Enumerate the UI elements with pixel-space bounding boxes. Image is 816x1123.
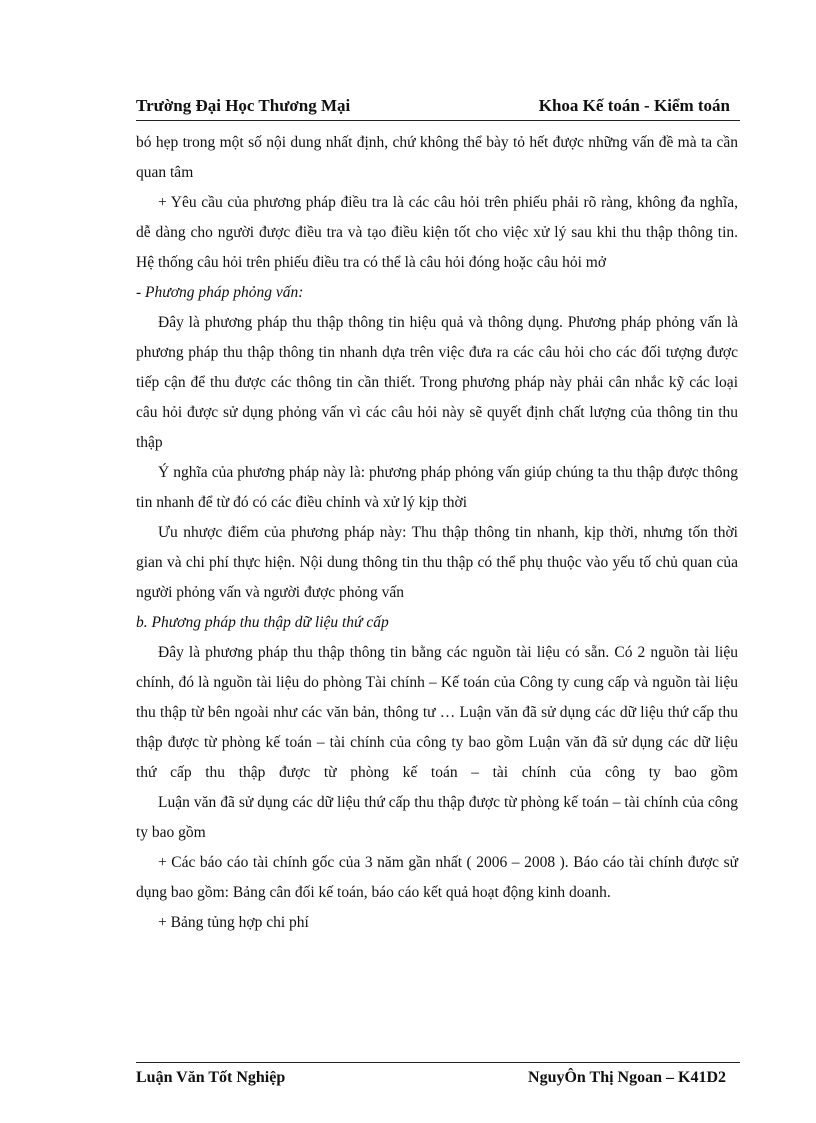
paragraph: Đây là phương pháp thu thập thông tin hiệu quả và thông dụng. Phương pháp phỏng vấn là phương pháp thu thập thông tin nhanh dựa trên việc đưa ra các câu hỏi cho các đối tượng được tiếp cận để thu được các thông tin cần thiết. Trong phương pháp này phải cân nhắc kỹ các loại câu hỏi được sử dụng phỏng vấn vì các câu hỏi này sẽ quyết định chất lượng của thông tin thu thập (136, 314, 738, 451)
header-school: Trường Đại Học Thương Mại (136, 96, 351, 115)
section-heading-secondary-data: b. Phương pháp thu thập dữ liệu thứ cấp (136, 614, 389, 631)
paragraph: Đây là phương pháp thu thập thông tin bằng các nguồn tài liệu có sẵn. Có 2 nguồn tài liệu chính, đó là nguồn tài liệu do phòng Tài chính – Kế toán của Công ty cung cấp và nguồn tài liệu thu thập từ bên ngoài như các văn bản, thông tư … Luận văn đã sử dụng các dữ liệu thứ cấp thu thập được từ phòng kế toán – tài chính của công ty bao gồm Luận văn đã sử dụng các dữ liệu thứ cấp thu thập được từ phòng kế toán – tài chính của công ty bao gồm (136, 644, 738, 781)
paragraph: + Các báo cáo tài chính gốc của 3 năm gần nhất ( 2006 – 2008 ). Báo cáo tài chính được sử dụng bao gồm: Bảng cân đối kế toán, báo cáo kết quả hoạt động kinh doanh. (136, 854, 738, 901)
paragraph: bó hẹp trong một số nội dung nhất định, chứ không thể bày tỏ hết được những vấn đề mà ta cần quan tâm (136, 134, 738, 181)
paragraph: + Bảng tủng hợp chi phí (158, 914, 309, 931)
paragraph: + Yêu cầu của phương pháp điều tra là các câu hỏi trên phiếu phải rõ ràng, không đa nghĩa, dễ dàng cho người được điều tra và tạo điều kiện tốt cho việc xử lý sau khi thu thập thông tin. Hệ thống câu hỏi trên phiếu điều tra có thể là câu hỏi đóng hoặc câu hỏi mở (136, 194, 738, 271)
footer-title: Luận Văn Tốt Nghiệp (136, 1069, 286, 1086)
footer-author: NguyÔn Thị Ngoan – K41D2 (528, 1069, 726, 1086)
page-body (136, 128, 738, 938)
header-faculty: Khoa Kế toán - Kiểm toán (538, 96, 730, 115)
paragraph: Luận văn đã sử dụng các dữ liệu thứ cấp thu thập được từ phòng kế toán – tài chính của công ty bao gồm (136, 794, 738, 841)
section-heading-interview: - Phương pháp phỏng vấn: (136, 284, 304, 301)
page-footer (136, 1062, 740, 1086)
paragraph: Ý nghĩa của phương pháp này là: phương pháp phỏng vấn giúp chúng ta thu thập được thông tin nhanh để từ đó có các điều chỉnh và xử lý kịp thời (136, 464, 738, 511)
page-header (136, 90, 740, 121)
paragraph: Ưu nhược điểm của phương pháp này: Thu thập thông tin nhanh, kịp thời, nhưng tốn thời gian và chi phí thực hiện. Nội dung thông tin thu thập có thể phụ thuộc vào yếu tố chủ quan của người phỏng vấn và người được phỏng vấn (136, 524, 738, 601)
